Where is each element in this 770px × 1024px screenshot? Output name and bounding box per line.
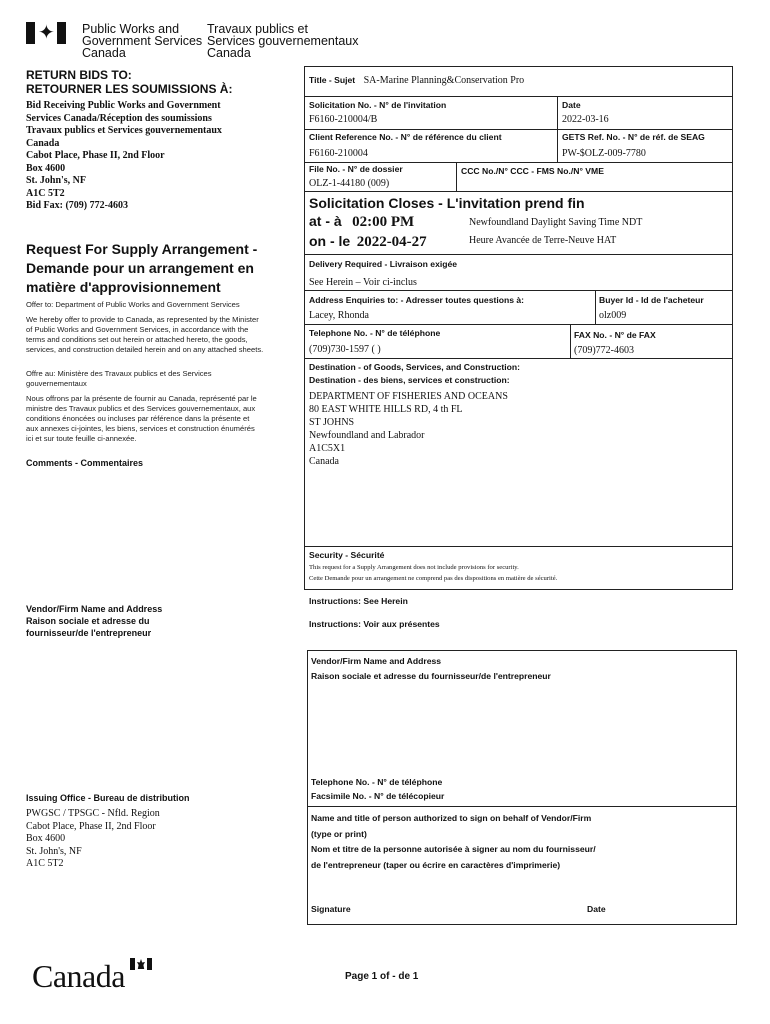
destination-label-fr: Destination - des biens, services et construction: [309,375,510,385]
closes-time [309,213,414,231]
telephone-label: Telephone No. - N° de téléphone [309,328,441,338]
closes-label: Solicitation Closes - L'invitation prend fin [309,195,585,211]
security-text-en: This request for a Supply Arrangement does not include provisions for security. [309,564,519,571]
return-bids-address: Bid Receiving Public Works and Government Services Canada/Réception des soumissions Travaux publics et Services gouvernementaux Canada Cabot Place, Phase II, 2nd Floor Box 4600 St. John's, NF A1C 5T2 Bid Fax: (709) 772-4603 [26,100,222,211]
date-label: Date [562,100,581,110]
ccc-label: CCC No./N° CCC - FMS No./N° VME [461,166,604,176]
date-value: 2022-03-16 [562,114,609,125]
closes-date [309,233,427,251]
title-label: Title - Sujet [309,75,356,85]
issuing-office-address: PWGSC / TPSGC - Nfld. Region Cabot Place, Phase II, 2nd Floor Box 4600 St. John's, NF A1C 5T2 [26,808,160,869]
vendor-firm-label-left: Vendor/Firm Name and Address Raison sociale et adresse du fournisseur/de l'entrepreneur [26,604,163,638]
signature-label: Signature [311,904,351,914]
offer-to-fr: Offre au: Ministère des Travaux publics et des Services gouvernementaux Nous offrons par la présente de fournir au Canada, représenté par le ministre des Travaux publics et des Services gouvernementaux, aux conditions énoncées ou incluses par référence dans la présente et aux annexes ci-jointes, les biens, services et construction énumérés ici et sur toute feuille ci-annexée. [26,369,257,443]
fax-value: (709)772-4603 [574,345,634,356]
buyer-id-label: Buyer Id - Id de l'acheteur [599,295,704,305]
authorized-person-label: Name and title of person authorized to sign on behalf of Vendor/Firm (type or print) Nom et titre de la personne autorisée à signer au nom du fournisseur/ de l'entrepreneur (taper ou écrire en caractères d'imprimerie) [311,813,596,870]
on-label: on - le [309,233,351,249]
file-no-value: OLZ-1-44180 (009) [309,178,390,189]
offer-to-en: Offer to: Department of Public Works and Government Services We hereby offer to provide to Canada, as represented by the Minister of Public Works and Government Services, in accordance with the terms and conditions set out herein or attached hereto, the goods, services, and construction detailed herein and on any attached sheets. [26,300,264,354]
vendor-name-label-fr: Raison sociale et adresse du fournisseur/de l'entrepreneur [311,671,551,681]
security-text-fr: Cette Demande pour un arrangement ne comprend pas des dispositions en matière de sécurité. [309,575,558,582]
security-label: Security - Sécurité [309,550,385,560]
client-ref-value: F6160-210004 [309,148,368,159]
vendor-name-label: Vendor/Firm Name and Address [311,656,442,666]
canada-wordmark [32,958,125,998]
canada-flag-icon: ✦ [26,22,66,44]
vendor-name-address-field[interactable] [311,686,731,774]
fax-label: FAX No. - N° de FAX [574,330,656,340]
rfsa-title: Request For Supply Arrangement - Demande pour un arrangement en matière d'approvisionnement [26,241,258,295]
instructions-fr: Instructions: Voir aux présentes [309,619,440,629]
title-field [309,70,524,88]
client-ref-label: Client Reference No. - N° de référence du client [309,132,502,142]
on-value: 2022-04-27 [356,234,427,250]
destination-label-en: Destination - of Goods, Services, and Construction: [309,362,521,372]
comments-label: Comments - Commentaires [26,458,144,468]
vendor-telephone-label: Telephone No. - N° de téléphone [311,777,443,787]
return-bids-heading: RETURN BIDS TO: RETOURNER LES SOUMISSIONS À: [26,68,233,96]
solicitation-no-value: F6160-210004/B [309,114,378,125]
at-label: at - à [309,213,342,229]
wordmark-flag-icon [130,958,152,970]
telephone-value: (709)730-1597 ( ) [309,344,381,355]
instructions-en: Instructions: See Herein [309,596,408,606]
issuing-office-label: Issuing Office - Bureau de distribution [26,793,190,803]
file-no-label: File No. - N° de dossier [309,164,403,174]
vendor-facsimile-label: Facsimile No. - N° de télécopieur [311,791,445,801]
buyer-id-value: olz009 [599,310,627,321]
dept-name-en: Public Works and Government Services Canada [82,22,203,60]
enquiries-label: Address Enquiries to: - Adresser toutes questions à: [309,295,525,305]
timezone-fr: Heure Avancée de Terre-Neuve HAT [469,235,617,246]
gets-ref-value: PW-$OLZ-009-7780 [562,148,646,159]
delivery-value: See Herein – Voir ci-inclus [309,277,417,288]
title-value: SA-Marine Planning&Conservation Pro [363,75,525,86]
timezone-en: Newfoundland Daylight Saving Time NDT [469,217,643,228]
page-number: Page 1 of - de 1 [345,971,419,982]
gets-ref-label: GETS Ref. No. - N° de réf. de SEAG [562,132,705,142]
at-value: 02:00 PM [352,214,415,230]
solicitation-no-label: Solicitation No. - N° de l'invitation [309,100,447,110]
delivery-label: Delivery Required - Livraison exigée [309,259,458,269]
enquiries-value: Lacey, Rhonda [309,310,369,321]
dept-name-fr: Travaux publics et Services gouvernementaux Canada [207,22,359,60]
signature-date-label: Date [587,904,606,914]
canada-wordmark-text: Canada [32,958,125,994]
destination-address: DEPARTMENT OF FISHERIES AND OCEANS 80 EAST WHITE HILLS RD, 4 th FL ST JOHNS Newfoundland and Labrador A1C5X1 Canada [309,391,508,467]
